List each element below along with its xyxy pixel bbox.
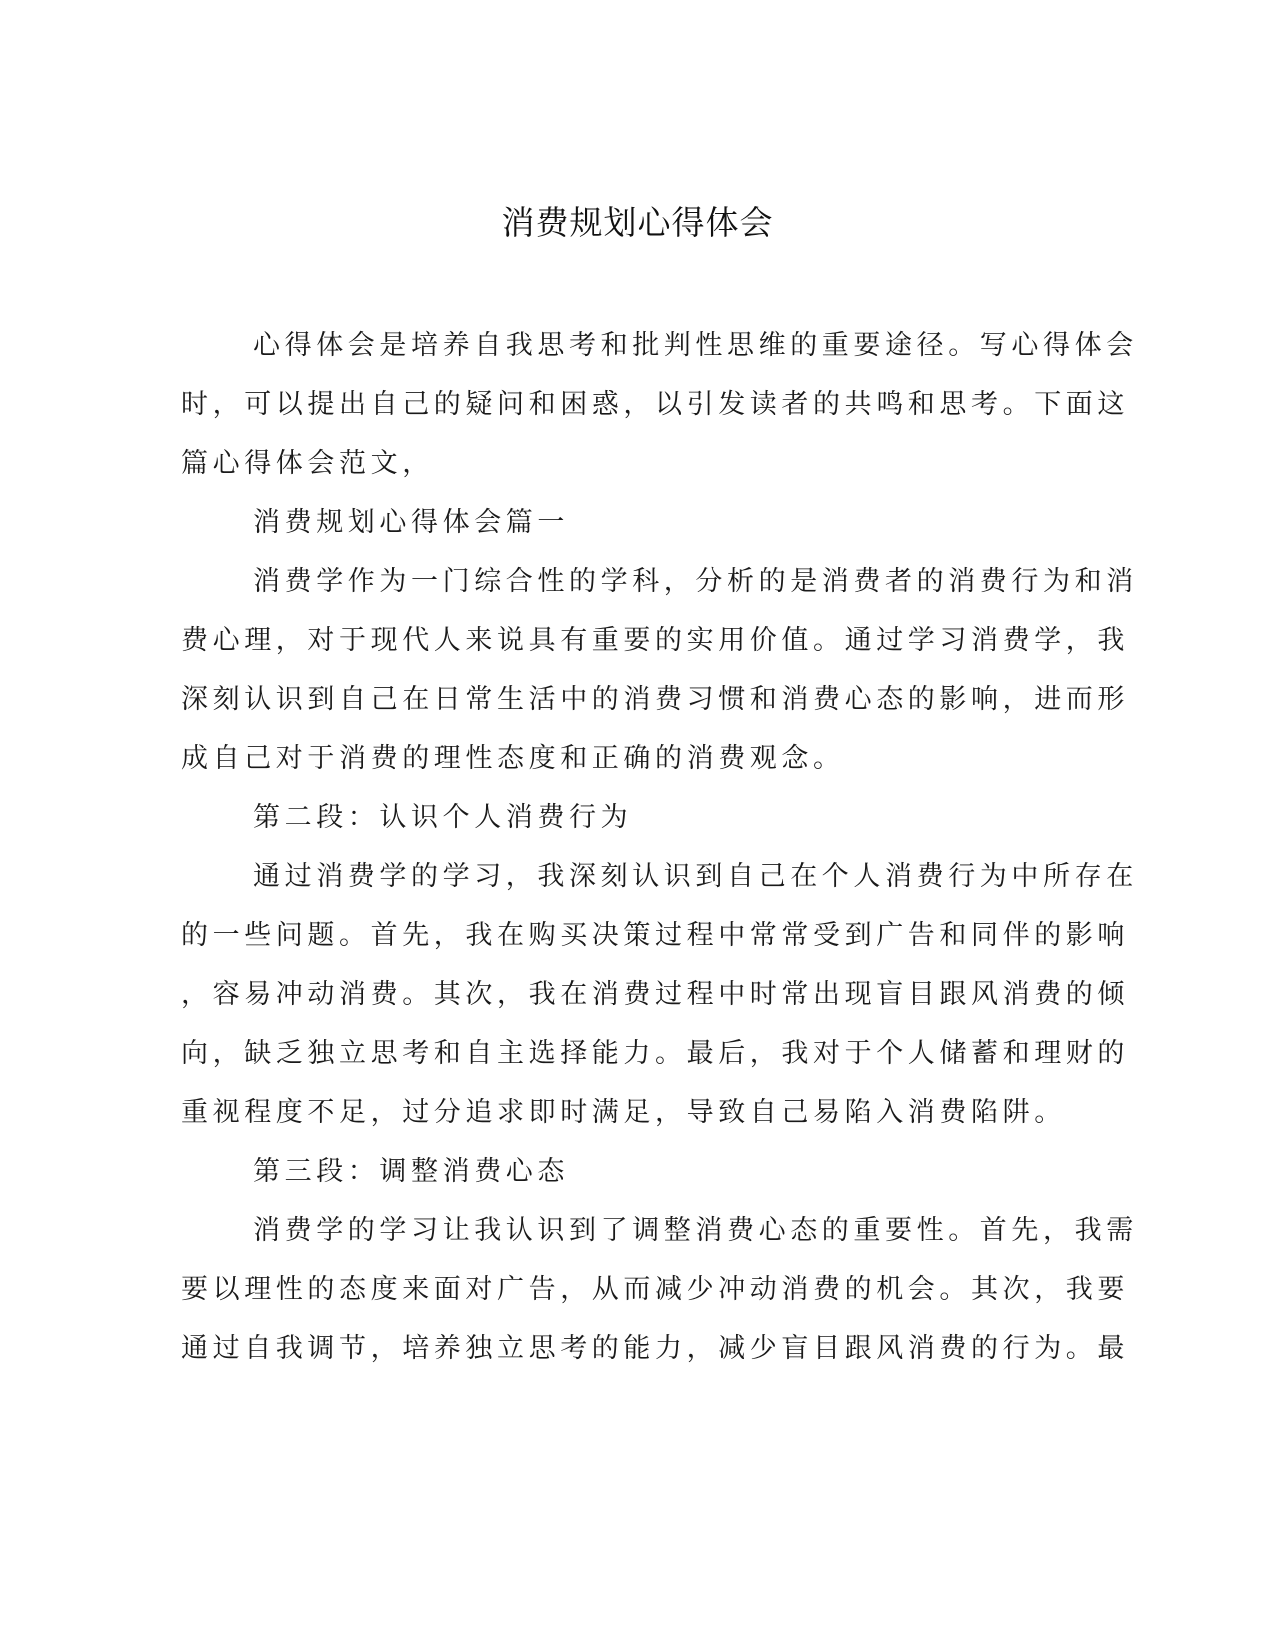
paragraph: [181, 552, 1138, 788]
section-heading: [181, 788, 1041, 847]
paragraph: [181, 1201, 1138, 1378]
paragraph-line: 的一些问题。首先，我在购买决策过程中常常受到广告和同伴的影响: [181, 920, 1129, 951]
paragraph-line: 重视程度不足，过分追求即时满足，导致自己易陷入消费陷阱。: [181, 1097, 1066, 1128]
paragraph-line: 成自己对于消费的理性态度和正确的消费观念。: [181, 743, 845, 774]
paragraph-line: 要以理性的态度来面对广告，从而减少冲动消费的机会。其次，我要: [181, 1274, 1129, 1305]
paragraph-line: ，容易冲动消费。其次，我在消费过程中时常出现盲目跟风消费的倾: [181, 979, 1129, 1010]
paragraph-line: 时，可以提出自己的疑问和困惑，以引发读者的共鸣和思考。下面这: [181, 389, 1129, 420]
paragraph-line: 消费学作为一门综合性的学科，分析的是消费者的消费行为和消: [253, 566, 1138, 597]
paragraph-line: 消费学的学习让我认识到了调整消费心态的重要性。首先，我需: [253, 1215, 1138, 1246]
paragraph-line: 心得体会是培养自我思考和批判性思维的重要途径。写心得体会: [253, 330, 1138, 361]
paragraph: [181, 847, 1138, 1142]
paragraph-intro: [181, 316, 1138, 493]
paragraph-line: 向，缺乏独立思考和自主选择能力。最后，我对于个人储蓄和理财的: [181, 1038, 1129, 1069]
paragraph-line: 通过消费学的学习，我深刻认识到自己在个人消费行为中所存在: [253, 861, 1138, 892]
section-heading-text: 第三段：调整消费心态: [253, 1156, 569, 1187]
paragraph-line: 费心理，对于现代人来说具有重要的实用价值。通过学习消费学，我: [181, 625, 1129, 656]
section-heading: [181, 493, 1041, 552]
paragraph-line: 深刻认识到自己在日常生活中的消费习惯和消费心态的影响，进而形: [181, 684, 1129, 715]
paragraph-line: 篇心得体会范文，: [181, 448, 434, 479]
section-heading-text: 消费规划心得体会篇一: [253, 507, 569, 538]
section-heading-text: 第二段：认识个人消费行为: [253, 802, 633, 833]
section-heading: [181, 1142, 1041, 1201]
paragraph-line: 通过自我调节，培养独立思考的能力，减少盲目跟风消费的行为。最: [181, 1333, 1129, 1364]
document-body: [181, 316, 1138, 1378]
document-title: 消费规划心得体会: [501, 203, 774, 242]
